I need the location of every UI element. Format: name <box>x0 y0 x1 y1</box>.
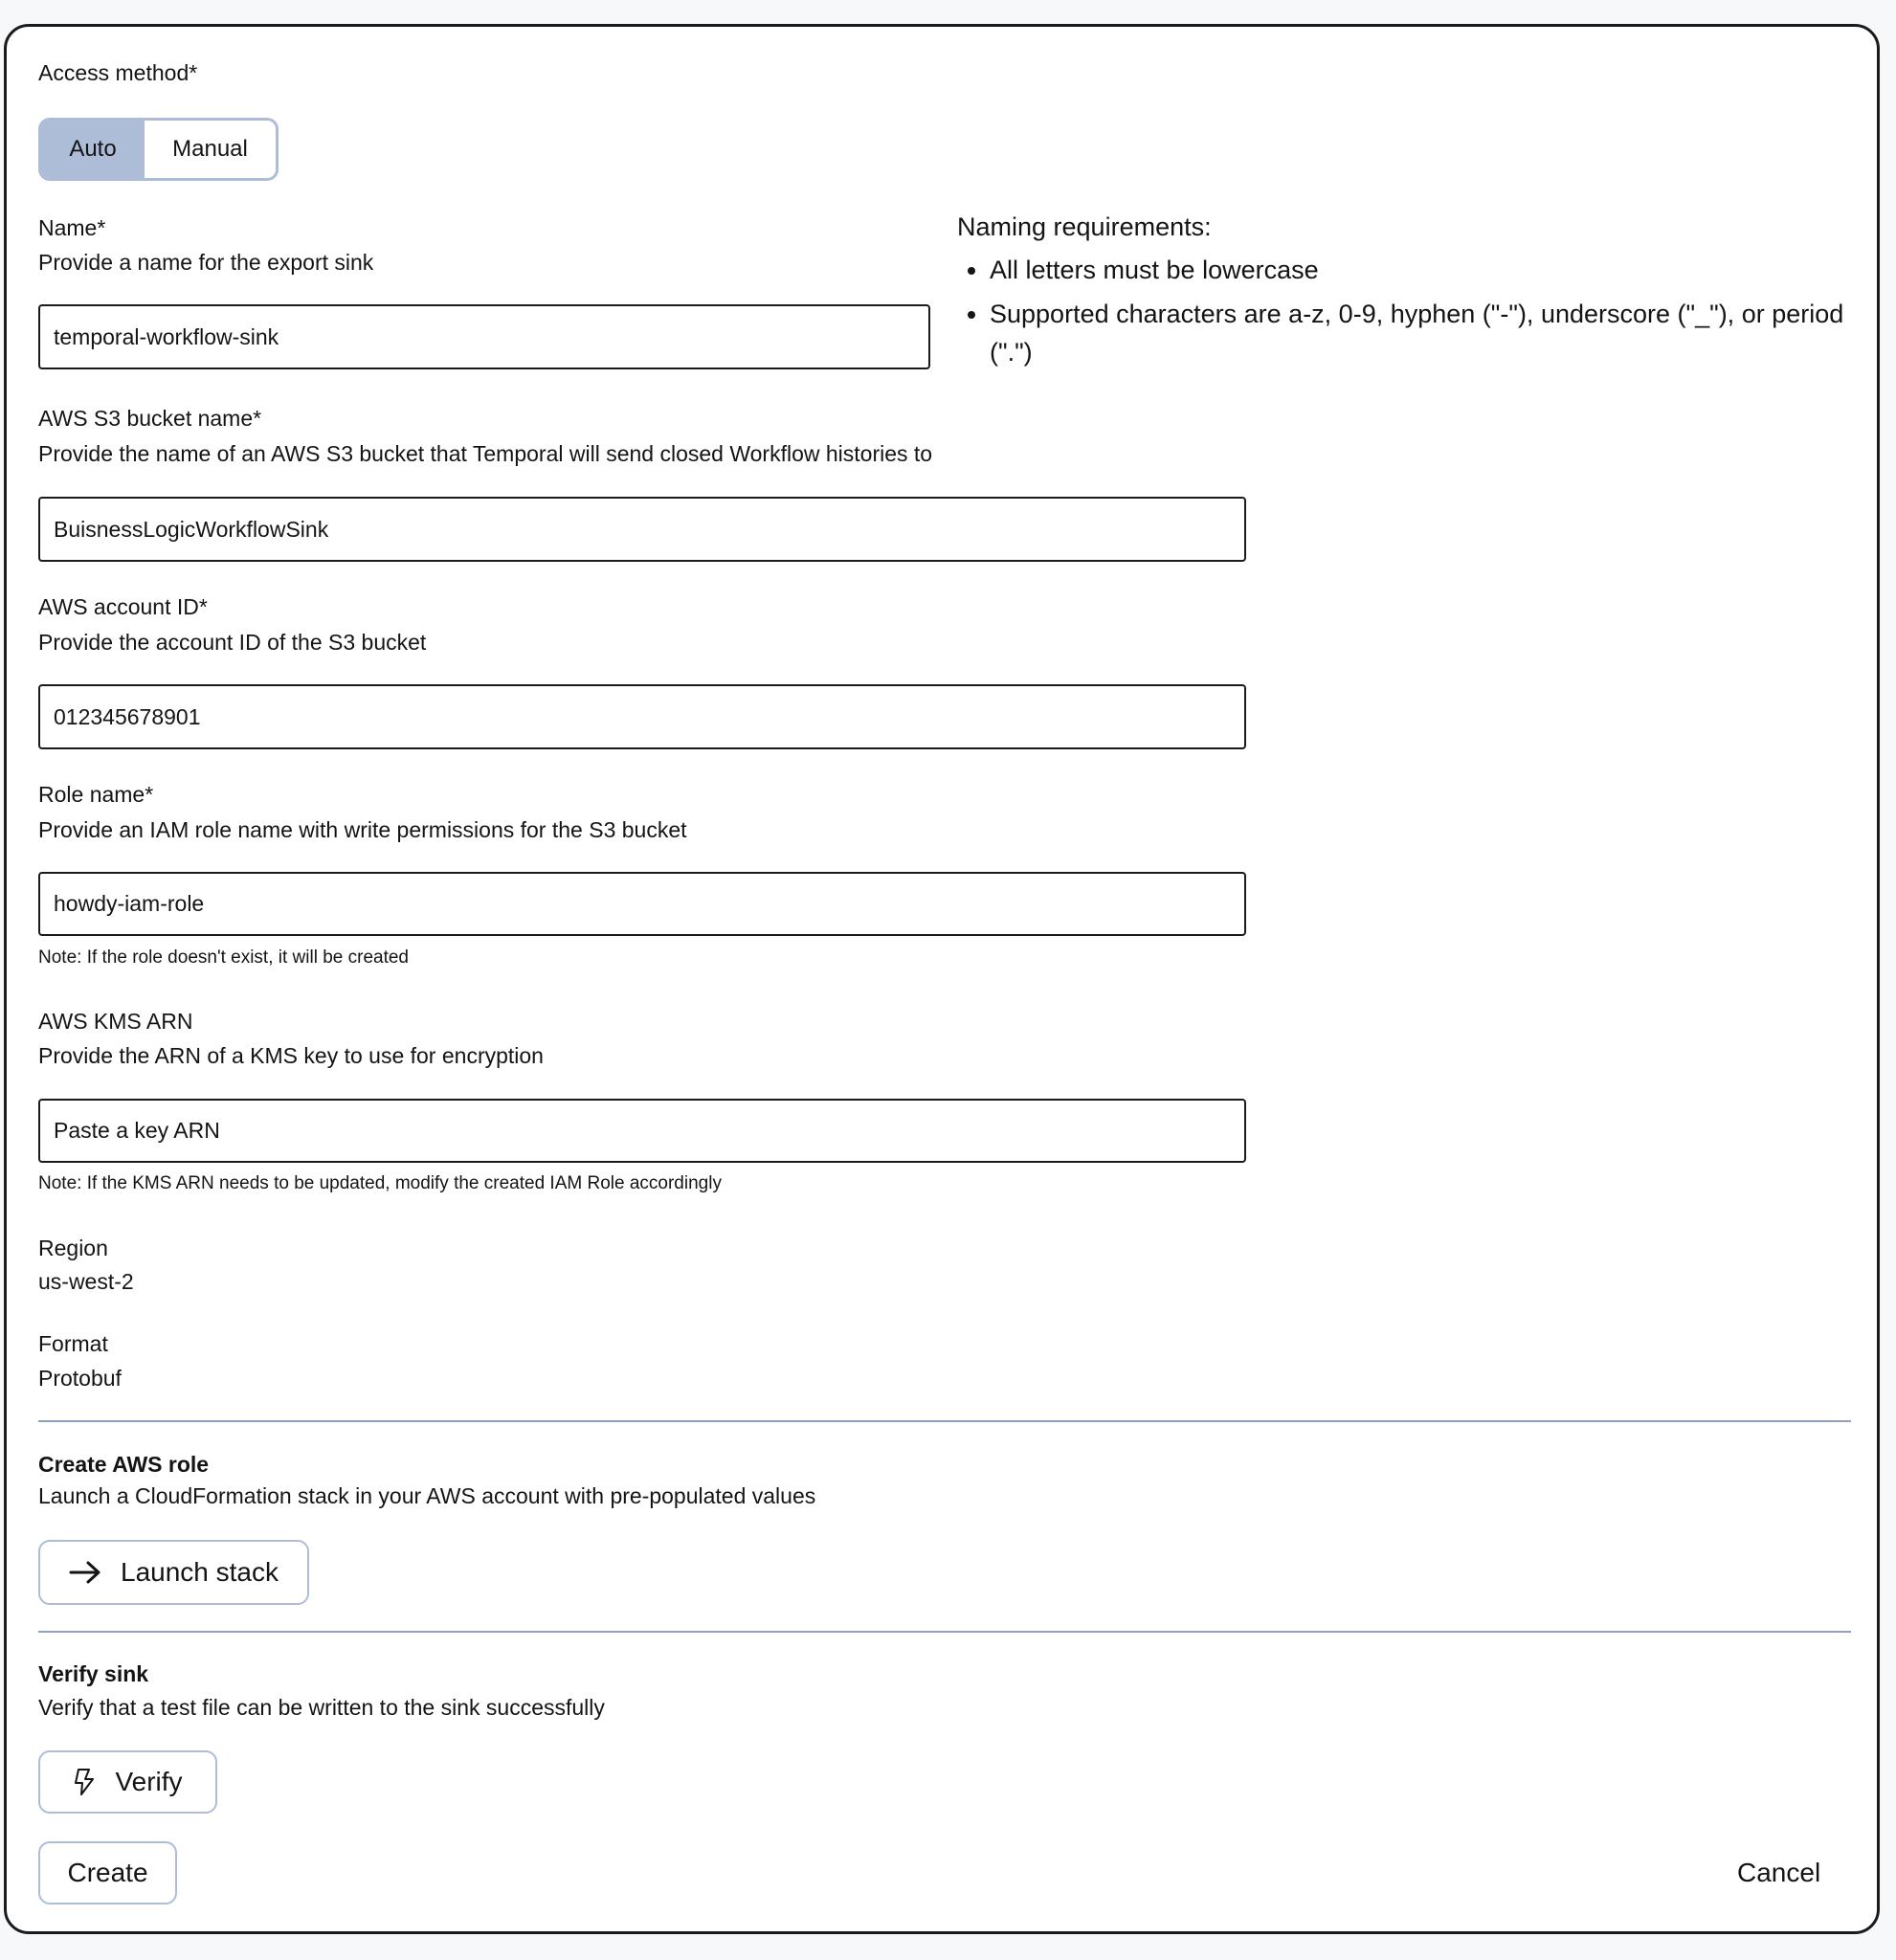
role-name-input[interactable] <box>38 872 1246 936</box>
kms-arn-description: Provide the ARN of a KMS key to use for encryption <box>38 1043 544 1068</box>
launch-stack-label: Launch stack <box>121 1557 279 1587</box>
requirement-item: • Supported characters are a-z, 0-9, hyphen ("-"), underscore ("_"), or period (".") <box>990 295 1870 371</box>
cancel-button[interactable]: Cancel <box>1737 1858 1821 1887</box>
account-id-input[interactable] <box>38 684 1246 749</box>
account-id-label: AWS account ID* <box>38 594 208 619</box>
kms-arn-input[interactable] <box>38 1099 1246 1163</box>
account-id-description: Provide the account ID of the S3 bucket <box>38 630 427 655</box>
role-name-description: Provide an IAM role name with write permissions for the S3 bucket <box>38 817 687 842</box>
divider <box>38 1631 1851 1633</box>
access-method-manual[interactable]: Manual <box>145 121 276 178</box>
role-name-label: Role name* <box>38 782 154 807</box>
format-label: Format <box>38 1331 108 1356</box>
arrow-right-icon <box>69 1560 101 1585</box>
naming-requirements-list <box>957 251 1870 377</box>
lightning-icon <box>73 1768 96 1796</box>
name-input[interactable] <box>38 304 930 369</box>
kms-arn-label: AWS KMS ARN <box>38 1009 193 1034</box>
bucket-description: Provide the name of an AWS S3 bucket that Temporal will send closed Workflow histories to <box>38 441 933 466</box>
naming-requirements-title: Naming requirements: <box>957 212 1212 241</box>
kms-note: Note: If the KMS ARN needs to be updated, modify the created IAM Role accordingly <box>38 1173 722 1193</box>
role-note: Note: If the role doesn't exist, it will be created <box>38 947 409 968</box>
region-label: Region <box>38 1236 108 1260</box>
region-value: us-west-2 <box>38 1269 134 1294</box>
access-method-label: Access method* <box>38 60 198 85</box>
access-method-toggle[interactable] <box>38 118 279 181</box>
divider <box>38 1420 1851 1422</box>
name-label: Name* <box>38 215 106 240</box>
create-role-description: Launch a CloudFormation stack in your AWS account with pre-populated values <box>38 1483 816 1508</box>
name-description: Provide a name for the export sink <box>38 250 374 275</box>
verify-label: Verify <box>115 1767 183 1796</box>
verify-sink-description: Verify that a test file can be written to the sink successfully <box>38 1695 605 1720</box>
access-method-auto[interactable]: Auto <box>41 121 145 178</box>
bucket-label: AWS S3 bucket name* <box>38 406 262 431</box>
verify-sink-title: Verify sink <box>38 1661 149 1686</box>
create-button[interactable]: Create <box>38 1841 177 1904</box>
requirement-item: • All letters must be lowercase <box>990 251 1870 289</box>
verify-button[interactable] <box>38 1750 217 1814</box>
launch-stack-button[interactable] <box>38 1540 309 1605</box>
create-role-title: Create AWS role <box>38 1452 210 1477</box>
bucket-name-input[interactable] <box>38 497 1246 562</box>
format-value: Protobuf <box>38 1366 122 1391</box>
